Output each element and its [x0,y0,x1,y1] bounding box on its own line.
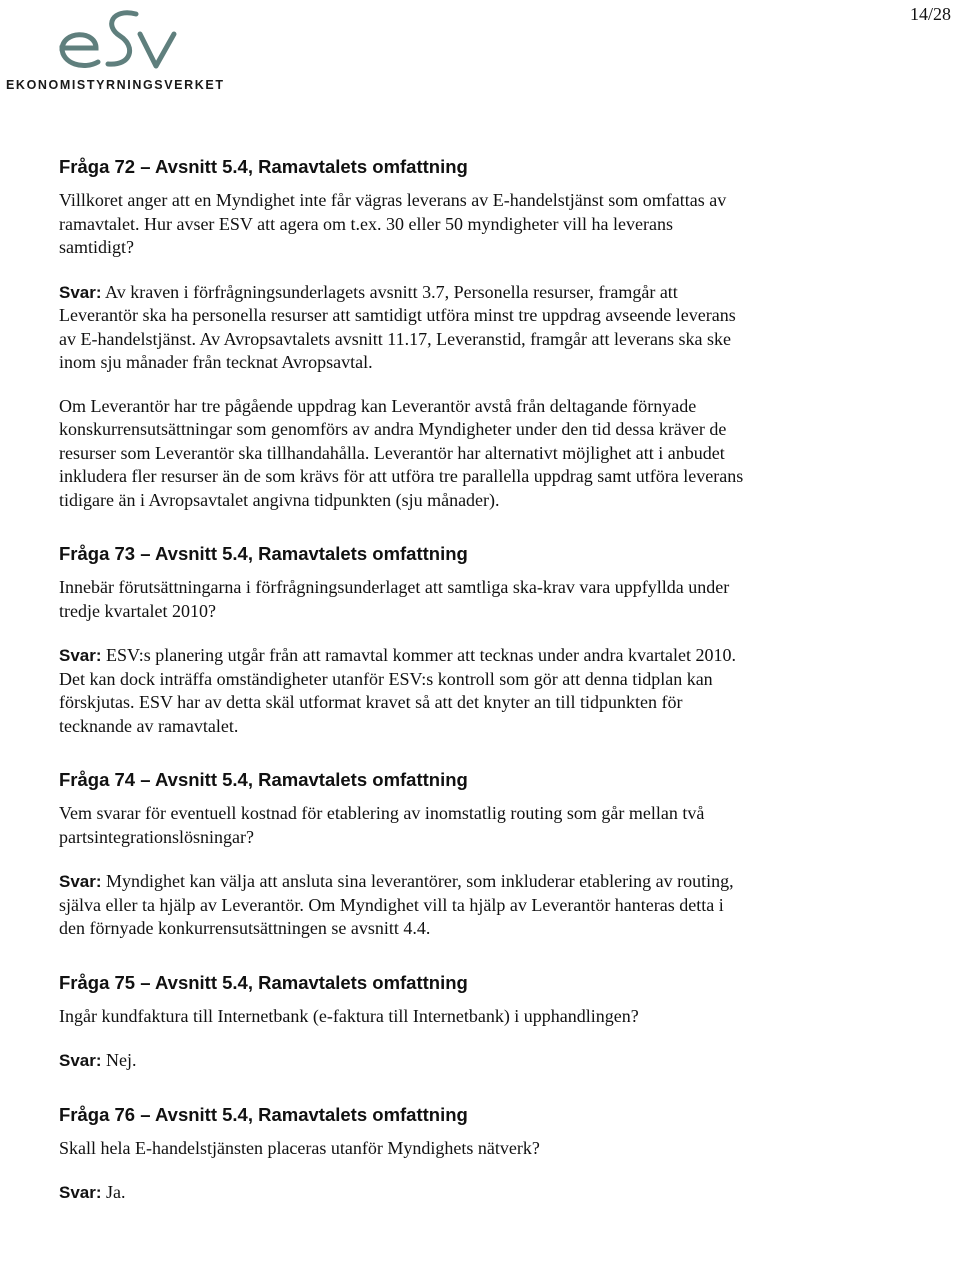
answer-paragraph [59,281,749,375]
answer-paragraph [59,644,749,738]
answer-label: Svar: [59,1051,102,1070]
page-number: 14/28 [909,4,951,24]
question-heading: Fråga 74 – Avsnitt 5.4, Ramavtalets omfattning [59,769,468,790]
question-text: Villkoret anger att en Myndighet inte får vägras leverans av E-handelstjänst som omfattas av ramavtalet. Hur avser ESV att agera om t.ex. 30 eller 50 myndigheter vill ha leverans samtidigt? [59,190,727,257]
answer-label: Svar: [59,1183,102,1202]
answer-text: Av kraven i förfrågningsunderlagets avsnitt 3.7, Personella resurser, framgår att Leverantör ska ha personella resurser att samtidigt utföra minst tre uppdrag avseende leverans av E-handelstjänst. Av Avropsavtalets avsnitt 11.17, Leveranstid, framgår att leverans ska ske inom sju månader från tecknat Avropsavtal. [59,281,736,372]
answer-label: Svar: [59,282,102,302]
answer-extra-text: Om Leverantör har tre pågående uppdrag kan Leverantör avstå från deltagande förnyade konskurrensutsättningar som genomförs av andra Myndigheter under den tid dessa kräver de resurser som Leverantör ska tillhandahålla. Leverantör har alternativt möjlighet att i anbudet inkludera fler resurser än de som krävs för att utföra tre parallella uppdrag samt utföra leverans tidigare än i Avropsavtalet angivna tidpunkten (sju månader). [59,395,744,510]
answer-label: Svar: [59,872,102,891]
question-section-74 [59,768,749,941]
answer-paragraph [59,1049,749,1073]
question-text: Vem svarar för eventuell kostnad för etablering av inomstatlig routing som går mellan två partsintegrationslösningar? [59,803,705,847]
answer-text: Ja. [106,1182,126,1202]
document-body [59,155,749,1235]
answer-text: Myndighet kan välja att ansluta sina leverantörer, som inkluderar etablering av routing, själva eller ta hjälp av Leverantör. Om Myndighet vill ta hjälp av Leverantör hanteras detta i den förnyade konkurrensutsättningen se avsnitt 4.4. [59,871,734,938]
question-heading: Fråga 76 – Avsnitt 5.4, Ramavtalets omfattning [59,1103,468,1125]
logo-text: EKONOMISTYRNINGSVERKET [6,78,225,92]
question-section-72 [59,155,749,512]
answer-paragraph [59,870,749,941]
question-text: Ingår kundfaktura till Internetbank (e-faktura till Internetbank) i upphandlingen? [59,1005,639,1026]
answer-text: ESV:s planering utgår från att ramavtal kommer att tecknas under andra kvartalet 2010. Det kan dock inträffa omständigheter utanför ESV:s kontroll som gör att denna tidplan kan förskjutas. ESV har av detta skäl utformat kravet så att det knyter an till tidpunkten för tecknande av ramavtalet. [59,645,736,736]
question-text: Innebär förutsättningarna i förfrågningsunderlaget att samtliga ska-krav vara uppfyllda under tredje kvartalet 2010? [59,577,730,621]
question-heading: Fråga 73 – Avsnitt 5.4, Ramavtalets omfattning [59,543,468,564]
answer-paragraph [59,1181,749,1205]
question-section-75 [59,971,749,1073]
esv-logo [4,4,224,96]
esv-logo-mark-icon [4,4,204,76]
question-section-73 [59,542,749,738]
question-section-76 [59,1103,749,1205]
question-text: Skall hela E-handelstjänsten placeras utanför Myndighets nätverk? [59,1137,540,1158]
question-heading: Fråga 72 – Avsnitt 5.4, Ramavtalets omfattning [59,156,468,177]
answer-label: Svar: [59,646,102,665]
answer-text: Nej. [106,1050,137,1070]
question-heading: Fråga 75 – Avsnitt 5.4, Ramavtalets omfattning [59,971,468,993]
